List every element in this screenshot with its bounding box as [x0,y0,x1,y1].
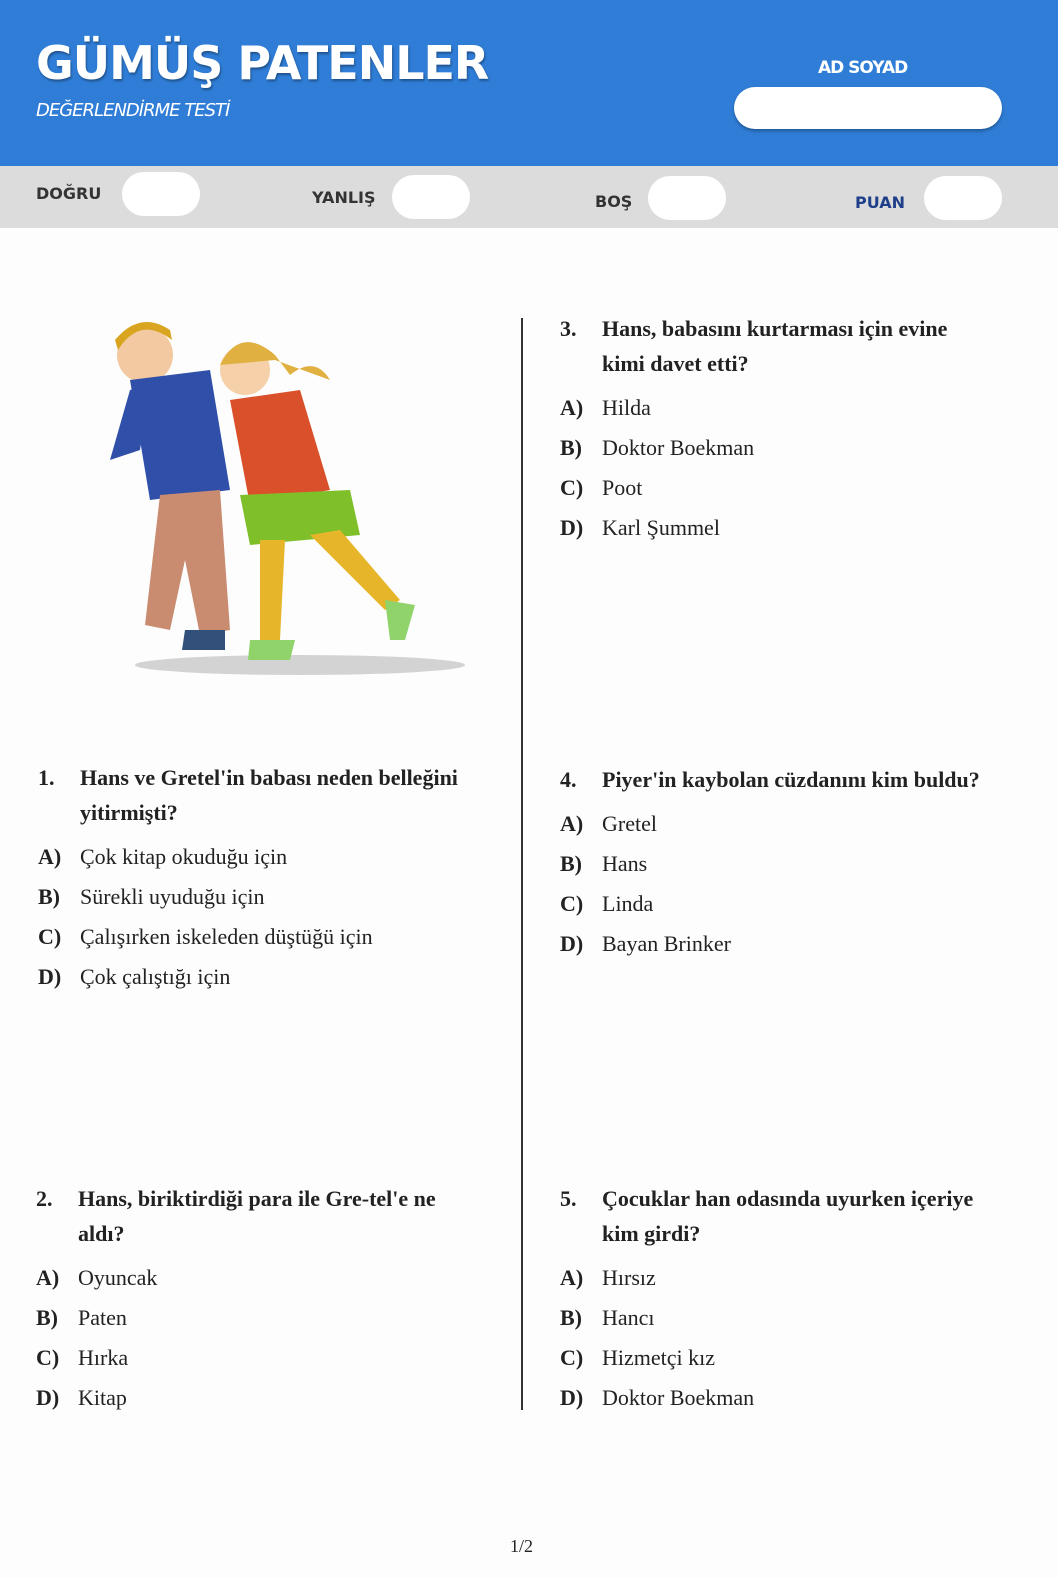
score-label: PUAN [855,193,905,212]
option-text: Paten [78,1304,127,1330]
option-text: Linda [602,890,654,916]
question-4 [560,762,1000,963]
option-letter: B) [560,850,582,876]
option-d[interactable] [560,507,990,547]
correct-field[interactable] [122,172,200,216]
option-text: Çok çalıştığı için [80,963,231,989]
option-a[interactable] [560,803,1000,843]
question-number: 1. [38,765,55,790]
score-band [0,166,1058,228]
option-letter: D) [38,963,62,989]
option-c[interactable] [560,1337,1000,1377]
question-3 [560,311,990,547]
test-title: GÜMÜŞ PATENLER [36,36,489,90]
option-text: Hilda [602,394,651,420]
option-a[interactable] [36,1257,456,1297]
column-divider [521,318,523,1410]
option-letter: A) [560,1264,584,1290]
question-number: 4. [560,767,577,792]
option-letter: C) [36,1344,60,1370]
option-b[interactable] [38,876,478,916]
option-letter: D) [560,514,584,540]
option-letter: C) [560,890,584,916]
question-text: Hans, biriktirdiği para ile Gre-tel'e ne aldı? [78,1186,436,1246]
option-text: Çalışırken iskeleden düştüğü için [80,923,373,949]
header [0,0,1058,166]
option-d[interactable] [560,923,1000,963]
option-text: Hırsız [602,1264,656,1290]
question-number: 5. [560,1186,577,1211]
option-text: Poot [602,474,643,500]
option-letter: B) [560,1304,582,1330]
option-text: Hizmetçi kız [602,1344,716,1370]
option-c[interactable] [38,916,478,956]
name-label: AD SOYAD [818,58,908,78]
option-letter: A) [36,1264,60,1290]
option-text: Karl Şummel [602,514,720,540]
question-1 [38,760,478,996]
empty-label: BOŞ [595,192,633,211]
option-letter: D) [36,1384,60,1410]
option-a[interactable] [38,836,478,876]
test-subtitle: DEĞERLENDİRME TESTİ [36,100,230,121]
option-letter: B) [36,1304,58,1330]
option-text: Kitap [78,1384,127,1410]
option-a[interactable] [560,387,990,427]
option-letter: A) [38,843,62,869]
question-text: Çocuklar han odasında uyurken içeriye kim girdi? [602,1186,974,1246]
option-text: Doktor Boekman [602,1384,755,1410]
question-2 [36,1181,456,1417]
option-letter: A) [560,810,584,836]
option-d[interactable] [38,956,478,996]
option-letter: D) [560,1384,584,1410]
empty-field[interactable] [648,176,726,220]
option-text: Oyuncak [78,1264,158,1290]
option-c[interactable] [560,883,1000,923]
option-a[interactable] [560,1257,1000,1297]
option-text: Hancı [602,1304,655,1330]
option-letter: B) [38,883,60,909]
name-field[interactable] [734,87,1002,129]
question-number: 2. [36,1186,53,1211]
wrong-field[interactable] [392,175,470,219]
page-number: 1/2 [510,1536,534,1556]
option-letter: B) [560,434,582,460]
option-text: Hans [602,850,648,876]
option-d[interactable] [36,1377,456,1417]
option-text: Hırka [78,1344,129,1370]
option-b[interactable] [560,427,990,467]
option-text: Gretel [602,810,657,836]
question-5 [560,1181,1000,1417]
wrong-label: YANLIŞ [312,188,376,207]
option-letter: C) [560,1344,584,1370]
question-text: Piyer'in kaybolan cüzdanını kim buldu? [602,767,980,792]
option-letter: D) [560,930,584,956]
option-text: Sürekli uyuduğu için [80,883,265,909]
correct-label: DOĞRU [36,184,102,203]
question-text: Hans ve Gretel'in babası neden belleğini yitirmişti? [80,765,458,825]
option-letter: C) [38,923,62,949]
question-text: Hans, babasını kurtarması için evine kimi davet etti? [602,316,948,376]
option-text: Doktor Boekman [602,434,755,460]
option-letter: A) [560,394,584,420]
option-c[interactable] [560,467,990,507]
option-letter: C) [560,474,584,500]
option-b[interactable] [560,843,1000,883]
option-d[interactable] [560,1377,1000,1417]
option-c[interactable] [36,1337,456,1377]
option-b[interactable] [560,1297,1000,1337]
option-text: Bayan Brinker [602,930,731,956]
question-number: 3. [560,316,577,341]
skating-children-illustration [100,310,500,690]
option-text: Çok kitap okuduğu için [80,843,288,869]
score-field[interactable] [924,176,1002,220]
option-b[interactable] [36,1297,456,1337]
